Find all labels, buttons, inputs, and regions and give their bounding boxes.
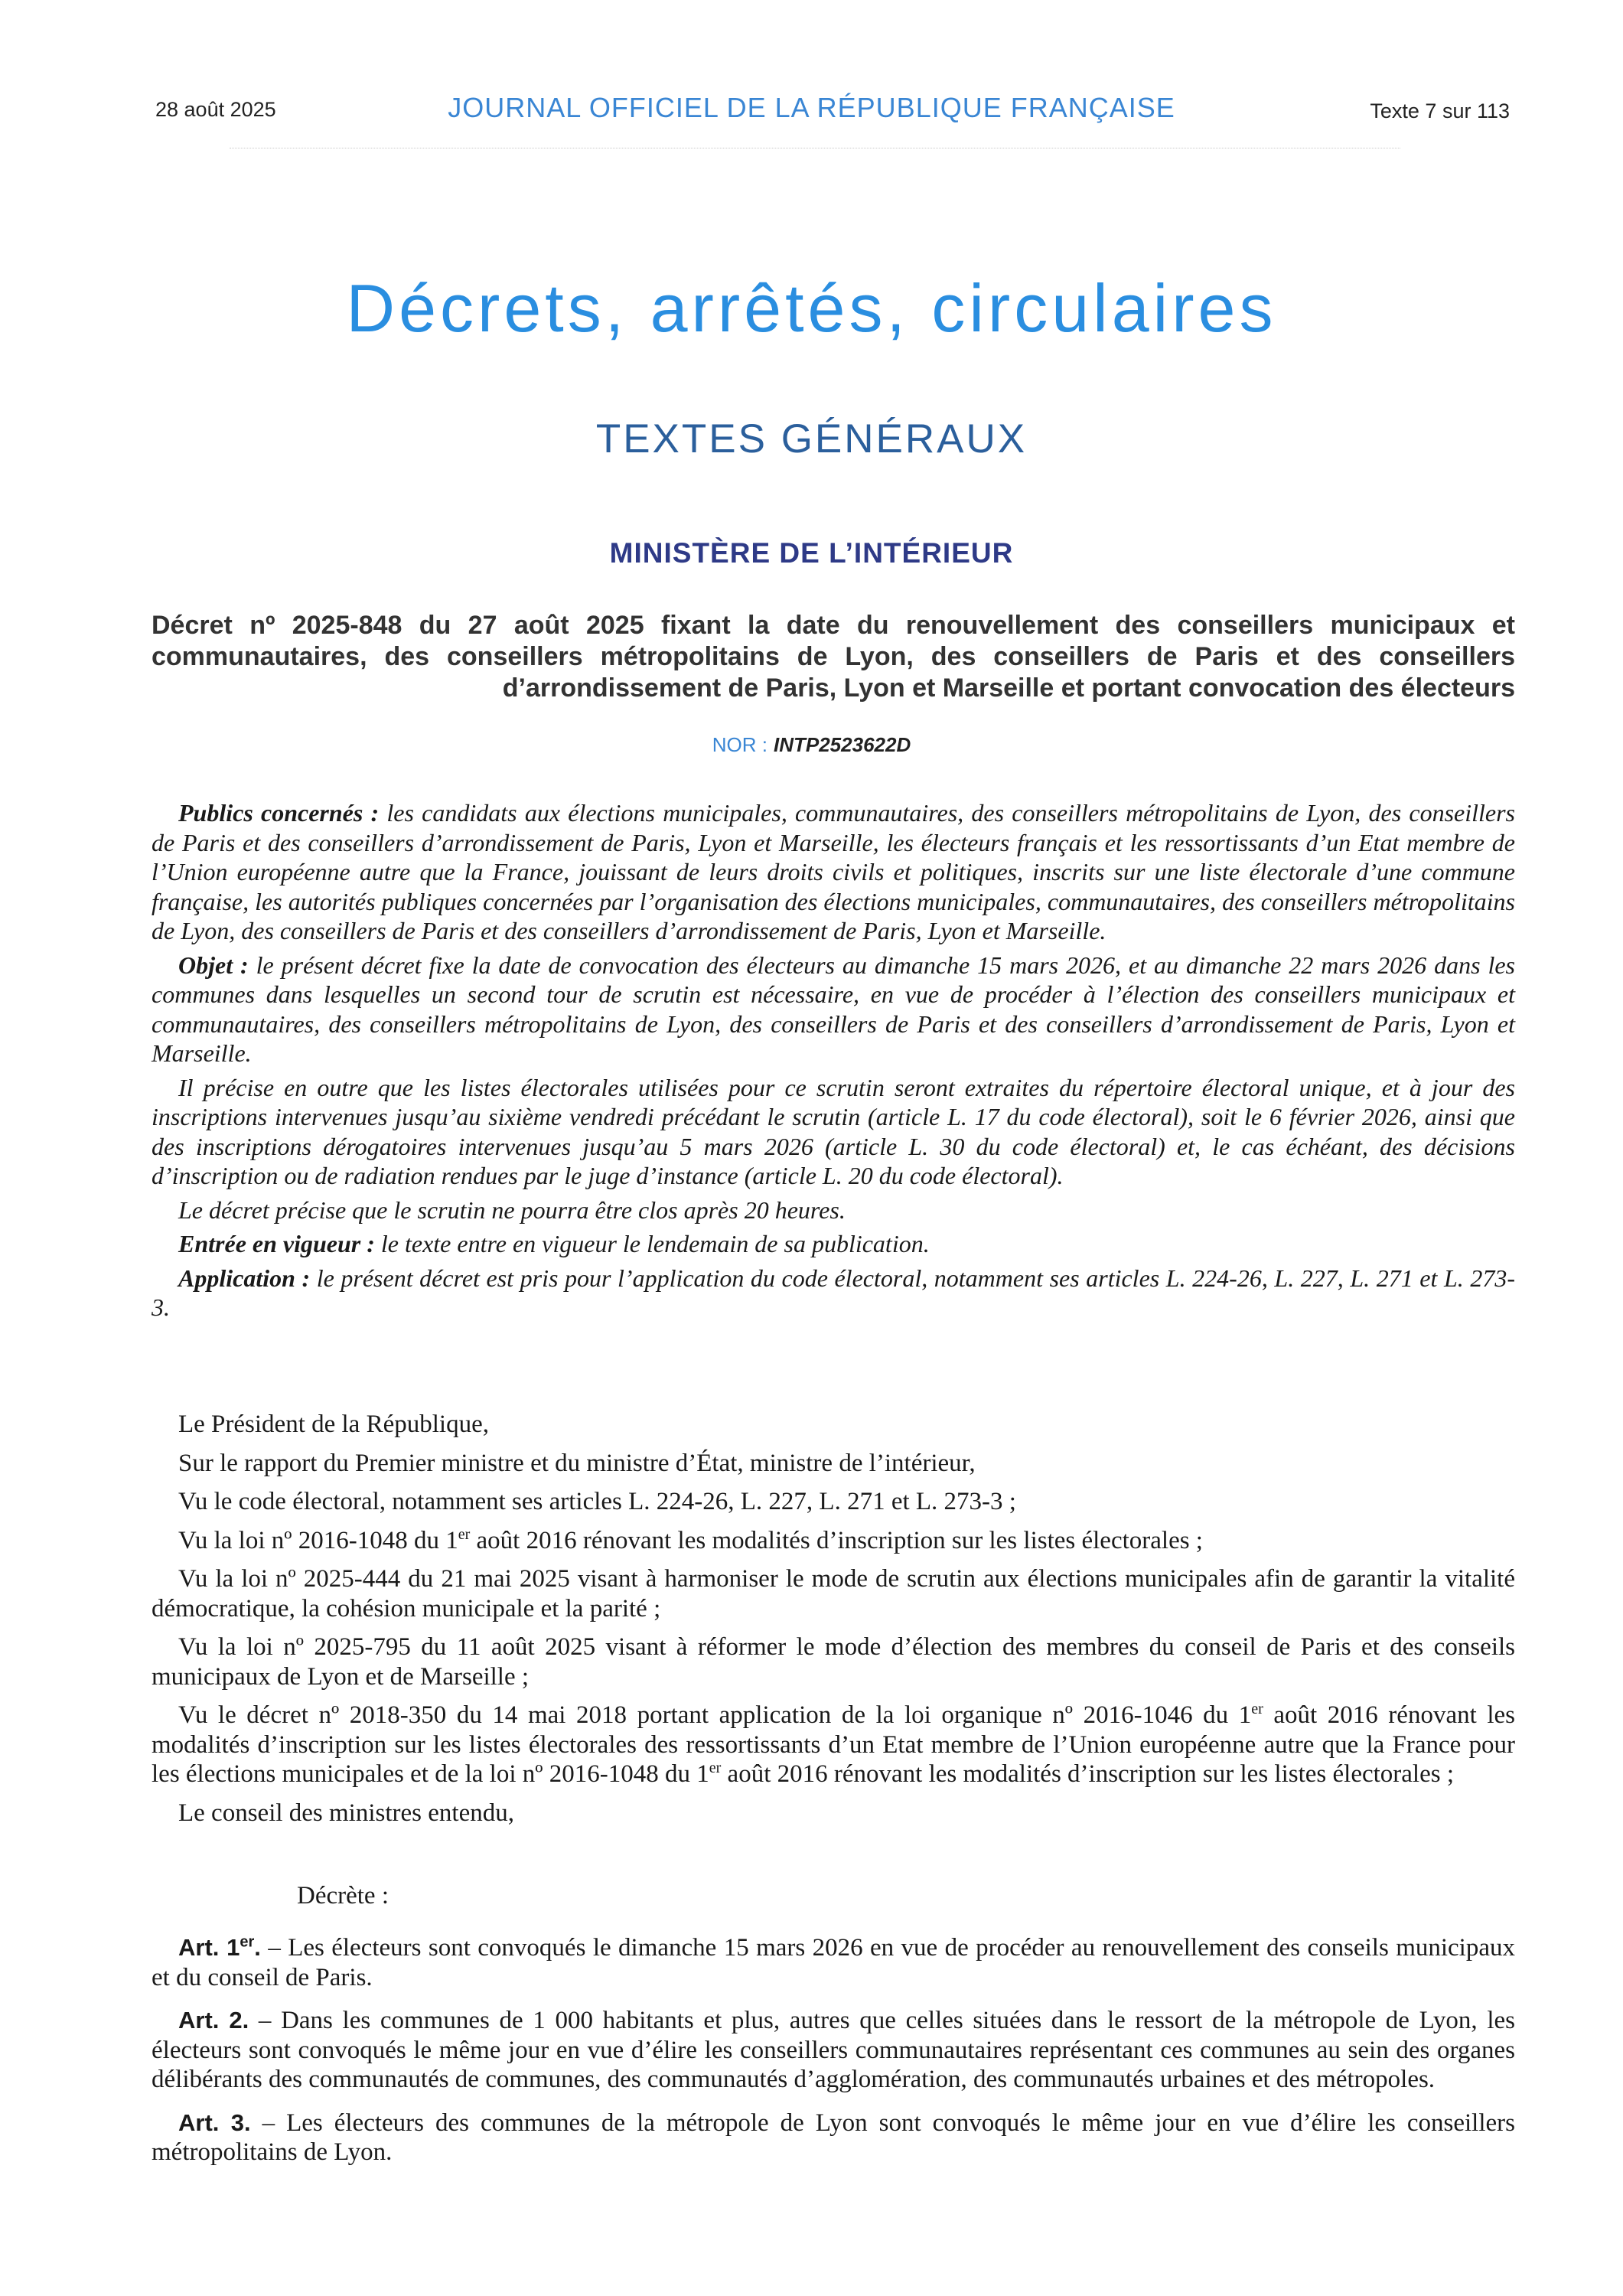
application-text: le présent décret est pris pour l’application du code électoral, notamment ses articles L. 224-26, L. 227, L. 271 et L. 273-3. (152, 1264, 1516, 1321)
preamble-president: Le Président de la République, (178, 1411, 489, 1438)
nor-label: NOR : (712, 733, 768, 756)
subsection-title: TEXTES GÉNÉRAUX (595, 416, 1028, 461)
nor-code: INTP2523622D (774, 733, 911, 756)
article-3 (152, 2108, 1515, 2167)
objet-text: le présent décret fixe la date de convocation des électeurs au dimanche 15 mars 2026, et au dimanche 22 mars 2026 dans les communes dans lesquelles un second tour de scrutin est nécessaire, en vue de procéder à l’élection des conseillers municipaux et communautaires, des conseillers métropolitains de Lyon, des conseillers de Paris et des conseillers d’arrondissement de Paris, Lyon et Marseille. (152, 951, 1516, 1067)
article-text: – Les électeurs des communes de la métropole de Lyon sont convoqués le même jour en vue d’élire les conseillers métropolitains de Lyon. (152, 2108, 1515, 2166)
vu-loi-2016-start: Vu la loi nº 2016-1048 du 1 (178, 1526, 458, 1554)
page-header (0, 92, 1623, 138)
summary-objet (152, 951, 1515, 1068)
section-title: Décrets, arrêtés, circulaires (346, 270, 1277, 346)
decree-title: Décret nº 2025-848 du 27 août 2025 fixant la date du renouvellement des conseillers municipaux et communautaires, des conseillers métropolitains de Lyon, des conseillers de Paris et des conseillers d’arrondissement de Paris, Lyon et Marseille et portant convocation des électeurs (152, 611, 1515, 703)
superscript: er (458, 1525, 471, 1543)
decrete-heading: Décrète : (297, 1882, 389, 1910)
article-number: Art. 1 (178, 1934, 240, 1961)
summary-entree (152, 1229, 1515, 1259)
summary-scrutin: Le décret précise que le scrutin ne pourra être clos après 20 heures. (178, 1195, 846, 1224)
header-date: 28 août 2025 (155, 98, 276, 121)
preamble-vu-decret (152, 1701, 1515, 1789)
vu-decret-part-b: août 2016 rénovant les modalités d’inscription sur les listes électorales des ressortissants d’un Etat membre de l’Union européenne autre que la France pour les élections municipales et de la loi nº 2016-1048 du 1 (152, 1701, 1515, 1788)
vu-loi-2016-end: août 2016 rénovant les modalités d’inscription sur les listes électorales ; (470, 1526, 1203, 1554)
article-2 (152, 2006, 1515, 2095)
preamble-vu-loi-2025-795: Vu la loi nº 2025-795 du 11 août 2025 visant à réformer le mode d’élection des membres du conseil de Paris et des conseils municipaux de Lyon et de Marseille ; (152, 1633, 1515, 1691)
vu-decret-part-c: août 2016 rénovant les modalités d’inscription sur les listes électorales ; (721, 1760, 1454, 1788)
preamble-rapport: Sur le rapport du Premier ministre et du ministre d’État, ministre de l’intérieur, (178, 1449, 976, 1477)
publics-text: les candidats aux élections municipales, communautaires, des conseillers métropolitains de Lyon, des conseillers de Paris et des conseillers d’arrondissement de Paris, Lyon et Marseille, les électeurs français et les ressortissants d’un Etat membre de l’Union européenne autre que la France, jouissant de leurs droits civils et politiques, inscrits sur une liste électorale d’une commune française, les autorités publiques concernées par l’organisation des élections municipales, communautaires, des conseillers métropolitains de Lyon, des conseillers de Paris et des conseillers d’arrondissement de Paris, Lyon et Marseille. (152, 799, 1516, 944)
nor-reference (0, 733, 1623, 757)
ministry-heading: MINISTÈRE DE L’INTÉRIEUR (609, 537, 1014, 569)
article-label (178, 1934, 261, 1961)
entree-text: le texte entre en vigueur le lendemain de sa publication. (380, 1230, 930, 1257)
preamble-vu-loi-2016 (152, 1526, 1515, 1556)
entree-label: Entrée en vigueur : (178, 1230, 375, 1257)
superscript: er (709, 1760, 722, 1776)
publics-label: Publics concernés : (178, 799, 380, 827)
decree-summary (152, 798, 1515, 1327)
article-suffix: . (254, 1934, 261, 1961)
superscript: er (240, 1933, 255, 1951)
text-counter: Texte 7 sur 113 (1370, 99, 1510, 122)
vu-decret-part-a: Vu le décret nº 2018-350 du 14 mai 2018 portant application de la loi organique nº 2016-1046 du 1 (178, 1701, 1252, 1729)
superscript: er (1251, 1701, 1263, 1717)
preamble-vu-code: Vu le code électoral, notamment ses articles L. 224-26, L. 227, L. 271 et L. 273-3 ; (178, 1488, 1016, 1515)
article-text: – Dans les communes de 1 000 habitants et plus, autres que celles situées dans le ressort de la métropole de Lyon, les électeurs sont convoqués le même jour en vue d’élire les conseillers communautaires représentant ces communes au sein des organes délibérants des communautés de communes, des communautés d’agglomération, des communautés urbaines et des métropoles. (152, 2007, 1515, 2093)
article-label: Art. 2. (178, 2007, 249, 2033)
application-label: Application : (178, 1264, 311, 1292)
article-label: Art. 3. (178, 2108, 251, 2136)
summary-precise: Il précise en outre que les listes électorales utilisées pour ce scrutin seront extraites du répertoire électoral unique, et à jour des inscriptions intervenues jusqu’au sixième vendredi précédant le scrutin (article L. 17 du code électoral), soit le 6 février 2026, ainsi que des inscriptions dérogatoires intervenues jusqu’au 5 mars 2026 (article L. 30 du code électoral) et, le cas échéant, des décisions d’inscription ou de radiation rendues par le juge d’instance (article L. 20 du code électoral). (152, 1073, 1515, 1189)
summary-application (152, 1264, 1515, 1322)
journal-title: JOURNAL OFFICIEL DE LA RÉPUBLIQUE FRANÇAISE (448, 92, 1175, 123)
objet-label: Objet : (178, 951, 249, 979)
articles-list (152, 1933, 1515, 2181)
article-text: – Les électeurs sont convoqués le dimanche 15 mars 2026 en vue de procéder au renouvellement des conseils municipaux et du conseil de Paris. (152, 1934, 1515, 1991)
preamble-conseil: Le conseil des ministres entendu, (178, 1799, 514, 1827)
preamble-vu-loi-2025-444: Vu la loi nº 2025-444 du 21 mai 2025 visant à harmoniser le mode de scrutin aux élections municipales afin de garantir la vitalité démocratique, la cohésion municipale et la parité ; (152, 1565, 1515, 1623)
article-1 (152, 1933, 1515, 1992)
decree-preamble (152, 1410, 1515, 1837)
summary-publics (152, 798, 1515, 946)
